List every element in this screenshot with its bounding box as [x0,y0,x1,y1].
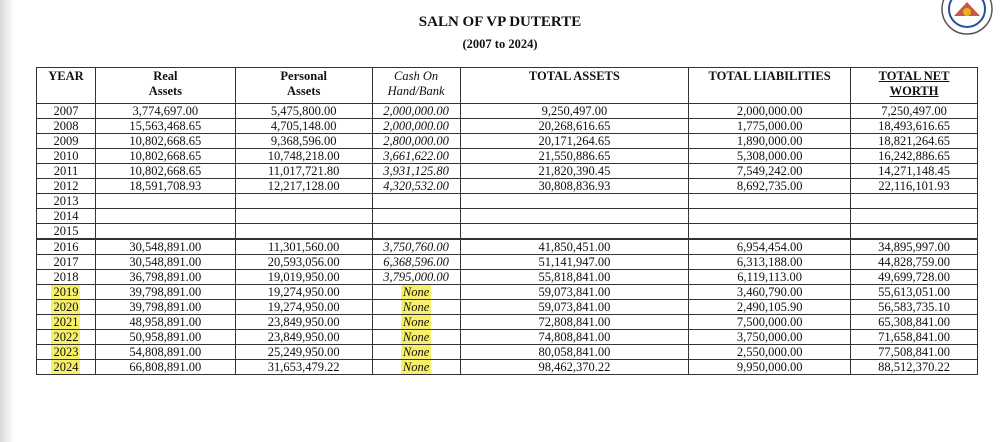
cell-total-net-worth-value: 7,250,497.00 [881,104,947,118]
cell-total-net-worth [851,119,978,134]
cell-personal-assets-value: 23,849,950.00 [267,330,340,344]
cell-total-liabilities [689,300,851,315]
cell-total-assets-value: 51,141,947.00 [538,255,611,269]
cell-year [37,179,96,194]
header-real-assets: Real Assets [95,68,235,104]
cell-real-assets-value: 10,802,668.65 [129,149,202,163]
cell-cash-value: 3,750,760.00 [383,240,449,254]
cell-personal-assets-value: 12,217,128.00 [267,179,340,193]
cell-total-liabilities-value: 7,500,000.00 [736,315,803,329]
cell-total-net-worth [851,330,978,345]
cell-real-assets-value: 10,802,668.65 [129,164,202,178]
cell-personal-assets-value: 25,249,950.00 [267,345,340,359]
header-total-liabilities: TOTAL LIABILITIES [689,68,851,104]
cell-real-assets-value: 3,774,697.00 [132,104,199,118]
cell-year [37,330,96,345]
cell-total-net-worth [851,315,978,330]
cell-year [37,255,96,270]
cell-total-net-worth-value: 22,116,101.93 [878,179,950,193]
cell-year [37,224,96,240]
cell-cash-value: None [402,345,430,359]
document-title: SALN OF VP DUTERTE [418,14,582,30]
cell-real-assets [95,255,235,270]
cell-total-liabilities-value: 3,460,790.00 [736,285,803,299]
cell-personal-assets [235,179,372,194]
cell-total-net-worth-value: 56,583,735.10 [878,300,950,314]
table-row [37,134,978,149]
cell-total-assets [460,285,689,300]
cell-total-liabilities-value: 2,000,000.00 [736,104,803,118]
cell-cash [372,119,460,134]
cell-total-liabilities-value: 3,750,000.00 [736,330,803,344]
cell-real-assets [95,164,235,179]
cell-total-liabilities-value: 9,950,000.00 [736,360,803,374]
cell-year-value: 2015 [53,224,79,238]
cell-total-liabilities-value: 1,775,000.00 [736,119,803,133]
cell-total-liabilities [689,285,851,300]
cell-total-net-worth [851,164,978,179]
cell-total-liabilities [689,315,851,330]
cell-total-liabilities-value: 6,954,454.00 [736,240,803,254]
cell-total-liabilities [689,194,851,209]
cell-cash-value: 6,368,596.00 [383,255,449,269]
cell-total-net-worth-value: 18,821,264.65 [878,134,950,148]
cell-real-assets [95,104,235,119]
cell-cash [372,149,460,164]
cell-total-net-worth [851,239,978,255]
cell-real-assets [95,239,235,255]
cell-personal-assets [235,209,372,224]
cell-cash-value: None [402,315,430,329]
table-row [37,285,978,300]
cell-total-assets-value: 80,058,841.00 [538,345,611,359]
cell-total-assets-value: 21,550,886.65 [538,149,611,163]
cell-cash-value: 2,800,000.00 [383,134,449,148]
cell-real-assets [95,194,235,209]
cell-year [37,134,96,149]
cell-total-assets [460,255,689,270]
cell-total-net-worth-value: 44,828,759.00 [878,255,950,269]
cell-total-liabilities [689,360,851,375]
cell-personal-assets-value: 4,705,148.00 [270,119,337,133]
cell-personal-assets-value: 31,653,479.22 [267,360,340,374]
table-row [37,149,978,164]
cell-cash [372,330,460,345]
cell-total-net-worth-value: 65,308,841.00 [878,315,950,329]
cell-total-assets [460,164,689,179]
cell-total-assets [460,209,689,224]
cell-cash-value: None [402,285,430,299]
cell-cash [372,239,460,255]
cell-personal-assets [235,134,372,149]
cell-real-assets-value: 15,563,468.65 [129,119,202,133]
cell-real-assets [95,360,235,375]
cell-year-value: 2013 [53,194,79,208]
cell-real-assets [95,345,235,360]
cell-personal-assets-value: 20,593,056.00 [267,255,340,269]
cell-year-value: 2017 [53,255,79,269]
cell-total-assets [460,330,689,345]
document-subtitle: (2007 to 2024) [462,37,538,51]
cell-cash-value: 2,000,000.00 [383,119,449,133]
table-row [37,194,978,209]
cell-total-liabilities [689,345,851,360]
cell-cash [372,255,460,270]
cell-total-net-worth-value: 88,512,370.22 [878,360,950,374]
header-personal-assets: Personal Assets [235,68,372,104]
official-seal-icon [940,0,994,36]
table-row [37,104,978,119]
cell-total-assets-value: 30,808,836.93 [538,179,611,193]
cell-total-net-worth [851,360,978,375]
cell-total-net-worth [851,285,978,300]
cell-year [37,239,96,255]
cell-real-assets [95,149,235,164]
header-year: YEAR [37,68,96,104]
cell-real-assets [95,119,235,134]
cell-personal-assets [235,119,372,134]
cell-year [37,315,96,330]
cell-year [37,270,96,285]
table-header-row [37,68,978,104]
cell-real-assets-value: 39,798,891.00 [129,300,202,314]
header-cash: Cash On Hand/Bank [372,68,460,104]
cell-total-assets-value: 72,808,841.00 [538,315,611,329]
cell-real-assets-value: 30,548,891.00 [129,240,202,254]
cell-real-assets-value: 54,808,891.00 [129,345,202,359]
table-row [37,360,978,375]
cell-personal-assets-value: 19,274,950.00 [267,300,340,314]
cell-personal-assets [235,194,372,209]
cell-cash [372,315,460,330]
cell-year [37,149,96,164]
cell-cash-value: 3,661,622.00 [383,149,449,163]
cell-personal-assets-value: 9,368,596.00 [270,134,337,148]
cell-personal-assets-value: 19,019,950.00 [267,270,340,284]
cell-year [37,209,96,224]
cell-total-assets [460,345,689,360]
cell-cash-value: 2,000,000.00 [383,104,449,118]
cell-cash [372,104,460,119]
cell-total-liabilities-value: 2,490,105.90 [736,300,803,314]
cell-year-value: 2021 [53,315,79,329]
cell-total-assets [460,134,689,149]
cell-real-assets [95,285,235,300]
cell-personal-assets [235,239,372,255]
cell-total-net-worth-value: 49,699,728.00 [878,270,950,284]
cell-year-value: 2019 [53,285,79,299]
cell-total-liabilities [689,255,851,270]
page-edge-shadow [0,0,14,442]
cell-total-assets-value: 20,171,264.65 [538,134,611,148]
cell-real-assets [95,300,235,315]
cell-year-value: 2024 [53,360,79,374]
cell-year-value: 2012 [53,179,79,193]
cell-total-net-worth [851,134,978,149]
cell-total-assets [460,315,689,330]
cell-total-net-worth [851,345,978,360]
cell-cash [372,300,460,315]
cell-personal-assets-value: 11,017,721.80 [267,164,340,178]
cell-personal-assets [235,164,372,179]
cell-total-liabilities [689,119,851,134]
cell-total-liabilities-value: 7,549,242.00 [736,164,803,178]
cell-total-assets [460,104,689,119]
table-row [37,345,978,360]
cell-real-assets-value: 18,591,708.93 [129,179,202,193]
cell-real-assets-value: 10,802,668.65 [129,134,202,148]
cell-total-net-worth-value: 18,493,616.65 [878,119,950,133]
cell-year-value: 2014 [53,209,79,223]
cell-year-value: 2007 [53,104,79,118]
cell-real-assets [95,134,235,149]
cell-personal-assets [235,300,372,315]
cell-real-assets [95,270,235,285]
cell-total-net-worth-value: 55,613,051.00 [878,285,950,299]
cell-cash-value: 3,931,125.80 [383,164,449,178]
cell-total-net-worth-value: 16,242,886.65 [878,149,950,163]
cell-cash-value: None [402,330,430,344]
cell-total-liabilities-value: 6,119,113.00 [737,270,802,284]
cell-year-value: 2009 [53,134,79,148]
cell-total-assets-value: 59,073,841.00 [538,300,611,314]
cell-cash [372,360,460,375]
cell-total-assets [460,360,689,375]
cell-personal-assets-value: 23,849,950.00 [267,315,340,329]
table-row [37,224,978,240]
cell-real-assets-value: 66,808,891.00 [129,360,202,374]
cell-total-assets [460,270,689,285]
cell-total-net-worth [851,104,978,119]
saln-table [36,67,978,375]
cell-total-assets-value: 9,250,497.00 [541,104,608,118]
cell-total-assets-value: 55,818,841.00 [538,270,611,284]
cell-personal-assets-value: 11,301,560.00 [267,240,340,254]
cell-personal-assets-value: 10,748,218.00 [267,149,340,163]
cell-personal-assets-value: 19,274,950.00 [267,285,340,299]
cell-cash-value: None [402,300,430,314]
cell-real-assets-value: 30,548,891.00 [129,255,202,269]
table-row [37,315,978,330]
cell-total-liabilities-value: 8,692,735.00 [736,179,803,193]
cell-cash [372,270,460,285]
cell-total-assets-value: 41,850,451.00 [538,240,611,254]
table-row [37,330,978,345]
cell-total-assets-value: 98,462,370.22 [538,360,611,374]
table-row [37,209,978,224]
cell-total-liabilities [689,134,851,149]
cell-cash-value: None [402,360,430,374]
cell-total-assets [460,194,689,209]
cell-personal-assets [235,330,372,345]
cell-year [37,345,96,360]
cell-cash-value: 4,320,532.00 [383,179,449,193]
table-row [37,119,978,134]
cell-total-liabilities [689,330,851,345]
header-total-net-worth: TOTAL NET WORTH [851,68,978,104]
cell-total-net-worth [851,224,978,240]
cell-year-value: 2008 [53,119,79,133]
table-row [37,255,978,270]
cell-total-liabilities [689,179,851,194]
cell-total-assets [460,300,689,315]
cell-cash [372,285,460,300]
cell-total-liabilities [689,224,851,240]
cell-cash [372,345,460,360]
cell-cash [372,164,460,179]
cell-total-net-worth [851,209,978,224]
table-row [37,239,978,255]
cell-personal-assets [235,149,372,164]
cell-total-net-worth [851,255,978,270]
cell-personal-assets [235,285,372,300]
cell-total-assets-value: 59,073,841.00 [538,285,611,299]
cell-real-assets [95,315,235,330]
cell-total-assets [460,239,689,255]
table-row [37,270,978,285]
cell-real-assets-value: 36,798,891.00 [129,270,202,284]
cell-real-assets [95,179,235,194]
header-total-assets: TOTAL ASSETS [460,68,689,104]
cell-total-net-worth-value: 71,658,841.00 [878,330,950,344]
cell-year [37,194,96,209]
cell-cash [372,194,460,209]
cell-year-value: 2022 [53,330,79,344]
cell-cash [372,179,460,194]
cell-personal-assets [235,104,372,119]
cell-year [37,119,96,134]
cell-total-net-worth [851,179,978,194]
cell-cash [372,224,460,240]
cell-total-net-worth [851,300,978,315]
cell-total-liabilities [689,239,851,255]
cell-year-value: 2011 [53,164,79,178]
table-body [37,104,978,375]
cell-year-value: 2016 [53,240,79,254]
cell-total-liabilities-value: 2,550,000.00 [736,345,803,359]
cell-year [37,164,96,179]
cell-total-assets [460,179,689,194]
cell-cash [372,134,460,149]
cell-total-liabilities [689,209,851,224]
cell-personal-assets [235,345,372,360]
cell-real-assets-value: 39,798,891.00 [129,285,202,299]
cell-total-net-worth-value: 77,508,841.00 [878,345,950,359]
cell-total-assets [460,119,689,134]
cell-year [37,300,96,315]
cell-total-liabilities [689,270,851,285]
cell-total-net-worth-value: 14,271,148.45 [878,164,950,178]
cell-total-liabilities-value: 6,313,188.00 [736,255,803,269]
cell-total-assets-value: 21,820,390.45 [538,164,611,178]
cell-personal-assets [235,270,372,285]
cell-total-net-worth-value: 34,895,997.00 [878,240,950,254]
cell-total-assets-value: 20,268,616.65 [538,119,611,133]
cell-total-liabilities [689,164,851,179]
cell-total-net-worth [851,270,978,285]
cell-personal-assets-value: 5,475,800.00 [270,104,337,118]
cell-total-liabilities-value: 1,890,000.00 [736,134,803,148]
cell-real-assets [95,209,235,224]
cell-cash-value: 3,795,000.00 [383,270,449,284]
cell-total-assets-value: 74,808,841.00 [538,330,611,344]
cell-personal-assets [235,360,372,375]
table-row [37,179,978,194]
cell-year-value: 2023 [53,345,79,359]
cell-year-value: 2020 [53,300,79,314]
cell-real-assets [95,330,235,345]
cell-real-assets-value: 48,958,891.00 [129,315,202,329]
cell-total-liabilities [689,104,851,119]
cell-year [37,285,96,300]
cell-real-assets-value: 50,958,891.00 [129,330,202,344]
cell-total-assets [460,224,689,240]
cell-year [37,104,96,119]
cell-total-net-worth [851,194,978,209]
cell-total-liabilities [689,149,851,164]
cell-year-value: 2010 [53,149,79,163]
cell-real-assets [95,224,235,240]
table-row [37,300,978,315]
cell-total-liabilities-value: 5,308,000.00 [736,149,803,163]
cell-total-net-worth [851,149,978,164]
cell-year-value: 2018 [53,270,79,284]
cell-personal-assets [235,255,372,270]
cell-total-assets [460,149,689,164]
cell-cash [372,209,460,224]
cell-year [37,360,96,375]
cell-personal-assets [235,315,372,330]
cell-personal-assets [235,224,372,240]
table-row [37,164,978,179]
